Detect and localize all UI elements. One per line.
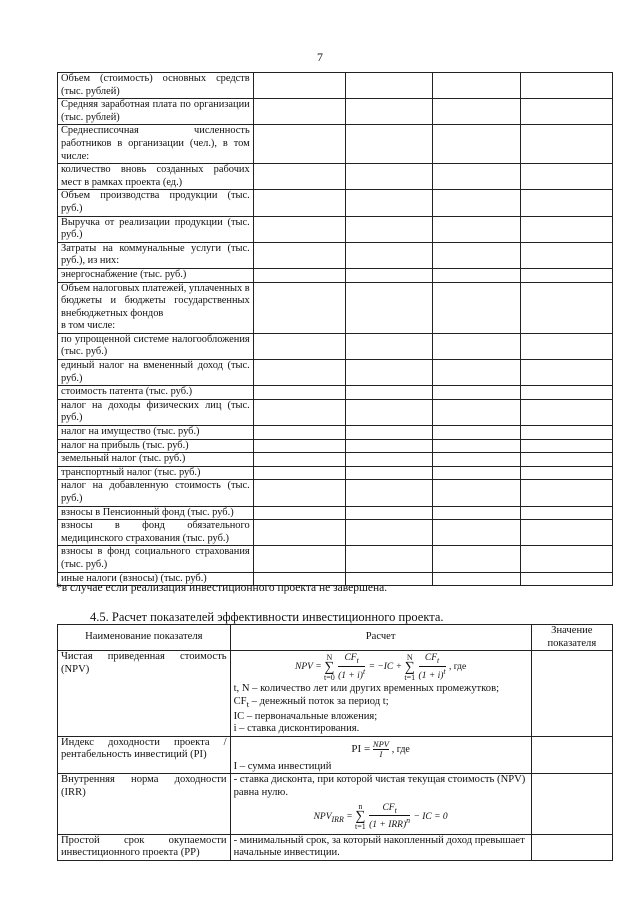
value-cell [433,546,520,572]
table-row [58,164,613,190]
value-cell [433,506,520,520]
value-cell [520,216,612,242]
table-row [58,426,613,440]
value-cell [433,333,520,359]
row-label: Объем производства продукции (тыс. руб.) [58,190,254,216]
value-cell [433,216,520,242]
value-cell [253,164,345,190]
npv-name: Чистая приведенная стоимость (NPV) [58,651,231,737]
row-label: транспортный налог (тыс. руб.) [58,466,254,480]
value-cell [346,453,433,467]
npv-row [58,651,613,737]
value-cell [253,426,345,440]
irr-row [58,774,613,834]
row-label: налог на доходы физических лиц (тыс. руб.) [58,399,254,425]
value-cell [253,360,345,386]
value-cell [253,480,345,506]
section-heading: 4.5. Расчет показателей эффективности инвестиционного проекта. [90,610,444,624]
table-row [58,190,613,216]
row-label: Среднесписочная численность работников в организации (чел.), в том числе: [58,125,254,164]
value-cell [346,506,433,520]
row-label: налог на имущество (тыс. руб.) [58,426,254,440]
value-cell [253,190,345,216]
value-cell [346,399,433,425]
table-row [58,546,613,572]
row-label: налог на прибыль (тыс. руб.) [58,439,254,453]
value-cell [253,125,345,164]
value-cell [253,268,345,282]
value-cell [253,99,345,125]
value-cell [433,73,520,99]
row-label: взносы в Пенсионный фонд (тыс. руб.) [58,506,254,520]
row-label: иные налоги (взносы) (тыс. руб.) [58,572,254,586]
value-cell [520,480,612,506]
row-label: земельный налог (тыс. руб.) [58,453,254,467]
value-cell [520,506,612,520]
value-cell [346,190,433,216]
npv-calc [230,651,531,737]
value-cell [253,520,345,546]
table-row [58,506,613,520]
value-cell [520,399,612,425]
value-cell [520,360,612,386]
value-cell [433,520,520,546]
pi-legend: I – сумма инвестиций [233,760,332,772]
table-row [58,282,613,333]
pi-formula: PI = $\frac{\text{NPV}}{I}$ , где [351,738,410,759]
header-calc: Расчет [230,625,531,651]
value-cell [346,216,433,242]
pp-name: Простой срок окупаемости инвестиционного проекта (PP) [58,834,231,860]
irr-name: Внутренняя норма доходности (IRR) [58,774,231,834]
indicators-table [57,72,613,586]
pi-value [531,736,612,774]
value-cell [346,480,433,506]
value-cell [433,426,520,440]
value-cell [520,466,612,480]
value-cell [433,360,520,386]
value-cell [346,164,433,190]
table-row [58,216,613,242]
pi-calc [230,736,531,774]
value-cell [253,399,345,425]
pp-value [531,834,612,860]
table-row [58,439,613,453]
value-cell [253,439,345,453]
row-label: взносы в фонд социального страхования (тыс. руб.) [58,546,254,572]
pp-calc: - минимальный срок, за который накопленный доход превышает начальные инвестиции. [230,834,531,860]
pi-name: Индекс доходности проекта / рентабельность инвестиций (PI) [58,736,231,774]
row-label: взносы в фонд обязательного медицинского страхования (тыс. руб.) [58,520,254,546]
table-header-row [58,625,613,651]
value-cell [433,399,520,425]
value-cell [520,73,612,99]
value-cell [346,73,433,99]
efficiency-table [57,624,613,861]
row-label: стоимость патента (тыс. руб.) [58,386,254,400]
npv-value [531,651,612,737]
value-cell [433,282,520,333]
value-cell [520,386,612,400]
header-value: Значение показателя [531,625,612,651]
npv-legend-4: i – ставка дисконтирования. [233,723,360,735]
npv-legend-2: $CF_t$ – денежный поток за период t; [233,695,389,709]
value-cell [520,125,612,164]
value-cell [520,520,612,546]
value-cell [520,439,612,453]
value-cell [433,439,520,453]
table-row [58,125,613,164]
value-cell [253,466,345,480]
value-cell [520,333,612,359]
npv-legend-3: IC – первоначальные вложения; [233,710,378,722]
header-name: Наименование показателя [58,625,231,651]
value-cell [433,242,520,268]
row-label: Объем (стоимость) основных средств (тыс. рублей) [58,73,254,99]
value-cell [520,242,612,268]
value-cell [253,333,345,359]
value-cell [433,125,520,164]
page-number: 7 [317,50,323,64]
value-cell [253,386,345,400]
table-row [58,480,613,506]
value-cell [253,216,345,242]
table-row [58,99,613,125]
value-cell [253,453,345,467]
value-cell [346,386,433,400]
row-label: налог на добавленную стоимость (тыс. руб.) [58,480,254,506]
table-row [58,360,613,386]
value-cell [253,242,345,268]
value-cell [520,282,612,333]
irr-value [531,774,612,834]
value-cell [253,506,345,520]
value-cell [433,190,520,216]
value-cell [346,125,433,164]
value-cell [346,360,433,386]
table-row [58,333,613,359]
row-label: Затраты на коммунальные услуги (тыс. руб.), из них: [58,242,254,268]
value-cell [520,546,612,572]
value-cell [520,453,612,467]
value-cell [346,466,433,480]
value-cell [253,73,345,99]
pp-row [58,834,613,860]
value-cell [433,164,520,190]
value-cell [433,99,520,125]
table-row [58,268,613,282]
row-label: единый налог на вмененный доход (тыс. руб.) [58,360,254,386]
value-cell [520,99,612,125]
value-cell [346,242,433,268]
table-row [58,399,613,425]
npv-formula: NPV = N ∑ t=0 $\frac{CF_t}{(1 + i)^t}$ = −IC + N ∑ t=1 $\frac{CF_t}{(1 + i)^t}$ , где [295,652,467,682]
table-row [58,73,613,99]
irr-desc: - ставка дисконта, при которой чистая текущая стоимость (NPV) равна нулю. [233,774,526,798]
table-row [58,520,613,546]
value-cell [346,99,433,125]
value-cell [253,282,345,333]
value-cell [346,439,433,453]
value-cell [346,520,433,546]
value-cell [253,546,345,572]
table-row [58,386,613,400]
footnote: *в случае если реализация инвестиционного проекта не завершена. [56,582,388,594]
value-cell [433,453,520,467]
value-cell [346,268,433,282]
table-row [58,453,613,467]
value-cell [520,426,612,440]
value-cell [433,386,520,400]
value-cell [520,572,612,586]
value-cell [433,480,520,506]
value-cell [346,546,433,572]
row-label: Объем налоговых платежей, уплаченных в бюджеты и бюджеты государственных внебюджетных фондов в том числе: [58,282,254,333]
value-cell [520,190,612,216]
row-label: Выручка от реализации продукции (тыс. руб.) [58,216,254,242]
irr-calc [230,774,531,834]
irr-formula: $NPV_{IRR} = n$ ∑ t=1 $\frac{CF_t}{(1 + IRR)^n}$ − IC = 0 [313,802,448,832]
pi-row [58,736,613,774]
row-label: энергоснабжение (тыс. руб.) [58,268,254,282]
value-cell [433,466,520,480]
value-cell [433,268,520,282]
row-label: количество вновь созданных рабочих мест в рамках проекта (ед.) [58,164,254,190]
table-row [58,242,613,268]
row-label: Средняя заработная плата по организации (тыс. рублей) [58,99,254,125]
table-row [58,466,613,480]
npv-legend-1: t, N – количество лет или других временных промежутков; [233,683,500,695]
value-cell [433,572,520,586]
value-cell [346,333,433,359]
value-cell [520,268,612,282]
row-label: по упрощенной системе налогообложения (тыс. руб.) [58,333,254,359]
value-cell [520,164,612,190]
value-cell [346,282,433,333]
value-cell [346,426,433,440]
